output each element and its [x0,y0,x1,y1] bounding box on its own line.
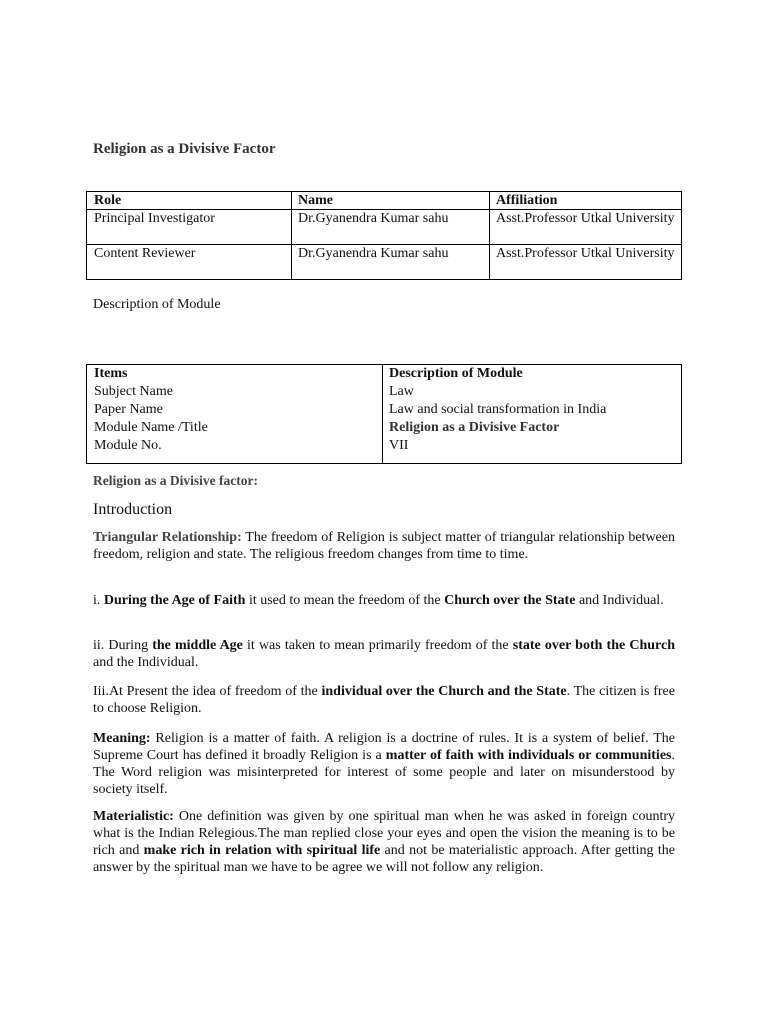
bold-span: During the Age of Faith [103,593,246,608]
text-span: Religion is a matter of faith. A religion is a doctrine of rules. It is a system of belief. The Supreme Court has defined it broadly Religion is a [93,731,675,763]
table-row [87,419,682,437]
bold-span: Church over the State [444,593,576,608]
module-table [86,364,682,464]
bold-span: state over both the Church [512,638,675,653]
roles-table [86,191,682,280]
text-span: i. [93,593,104,608]
table-row [87,401,682,419]
table-cell: Principal Investigator [87,210,292,245]
paragraph-present [93,683,675,717]
table-row [87,210,682,245]
table-cell: Asst.Professor Utkal University [490,210,682,245]
header-cell: Name [292,192,490,210]
paragraph-age-of-faith [93,592,675,609]
text-span: and the Individual. [93,655,199,670]
table-cell: Subject Name [87,383,383,401]
text-span: and Individual. [575,593,664,608]
header-cell: Items [87,365,383,384]
text-span: it used to mean the freedom of the [245,593,445,608]
table-cell: Asst.Professor Utkal University [490,245,682,280]
text-span: Iii.At Present the idea of freedom of the [93,684,322,699]
table-cell: Content Reviewer [87,245,292,280]
table-header-row [87,192,682,210]
text-span: . The citizen is free to choose Religion. [93,684,675,716]
table-cell: Paper Name [87,401,383,419]
introduction-heading: Introduction [93,501,173,518]
paragraph-middle-age [93,637,675,671]
paragraph-lead: Triangular Relationship: [93,530,242,545]
bold-span: Meaning: [93,731,151,746]
header-cell: Role [87,192,292,210]
document-title: Religion as a Divisive Factor [93,141,276,157]
table-cell: Dr.Gyanendra Kumar sahu [292,210,490,245]
table-cell: Law [383,383,682,401]
paragraph-meaning [93,730,675,798]
table-cell: Law and social transformation in India [383,401,682,419]
table-cell: Module No. [87,437,383,464]
header-cell: Description of Module [383,365,682,384]
bold-span: Materialistic: [93,809,174,824]
bold-span: the middle Age [152,638,243,653]
text-span: . The Word religion was misinterpreted for interest of some people and later on misunderstood by society itself. [93,748,675,797]
description-label: Description of Module [93,297,221,312]
table-row [87,383,682,401]
table-header-row [87,365,682,384]
bold-span: make rich in relation with spiritual life [143,843,381,858]
table-row [87,437,682,464]
bold-span: matter of faith with individuals or communities [385,748,672,763]
bold-span: individual over the Church and the State [321,684,567,699]
text-span: ii. During [93,638,153,653]
table-cell: Dr.Gyanendra Kumar sahu [292,245,490,280]
header-cell: Affiliation [490,192,682,210]
paragraph-triangular [93,529,675,563]
table-row [87,245,682,280]
paragraph-materialistic [93,808,675,876]
text-span: and not be materialistic approach. After getting the answer by the spiritual man we have to be agree we will not follow any religion. [93,843,675,875]
table-cell: Module Name /Title [87,419,383,437]
text-span: it was taken to mean primarily freedom of the [242,638,513,653]
table-cell: Religion as a Divisive Factor [383,419,682,437]
text-span: One definition was given by one spiritual man when he was asked in foreign country what is the Indian Relegious.The man replied close your eyes and open the vision the meaning is to be rich and [93,809,675,858]
table-cell: VII [383,437,682,464]
paragraph-text: The freedom of Religion is subject matter of triangular relationship between freedom, religion and state. The religious freedom changes from time to time. [93,530,675,562]
section-label: Religion as a Divisive factor: [93,473,258,488]
